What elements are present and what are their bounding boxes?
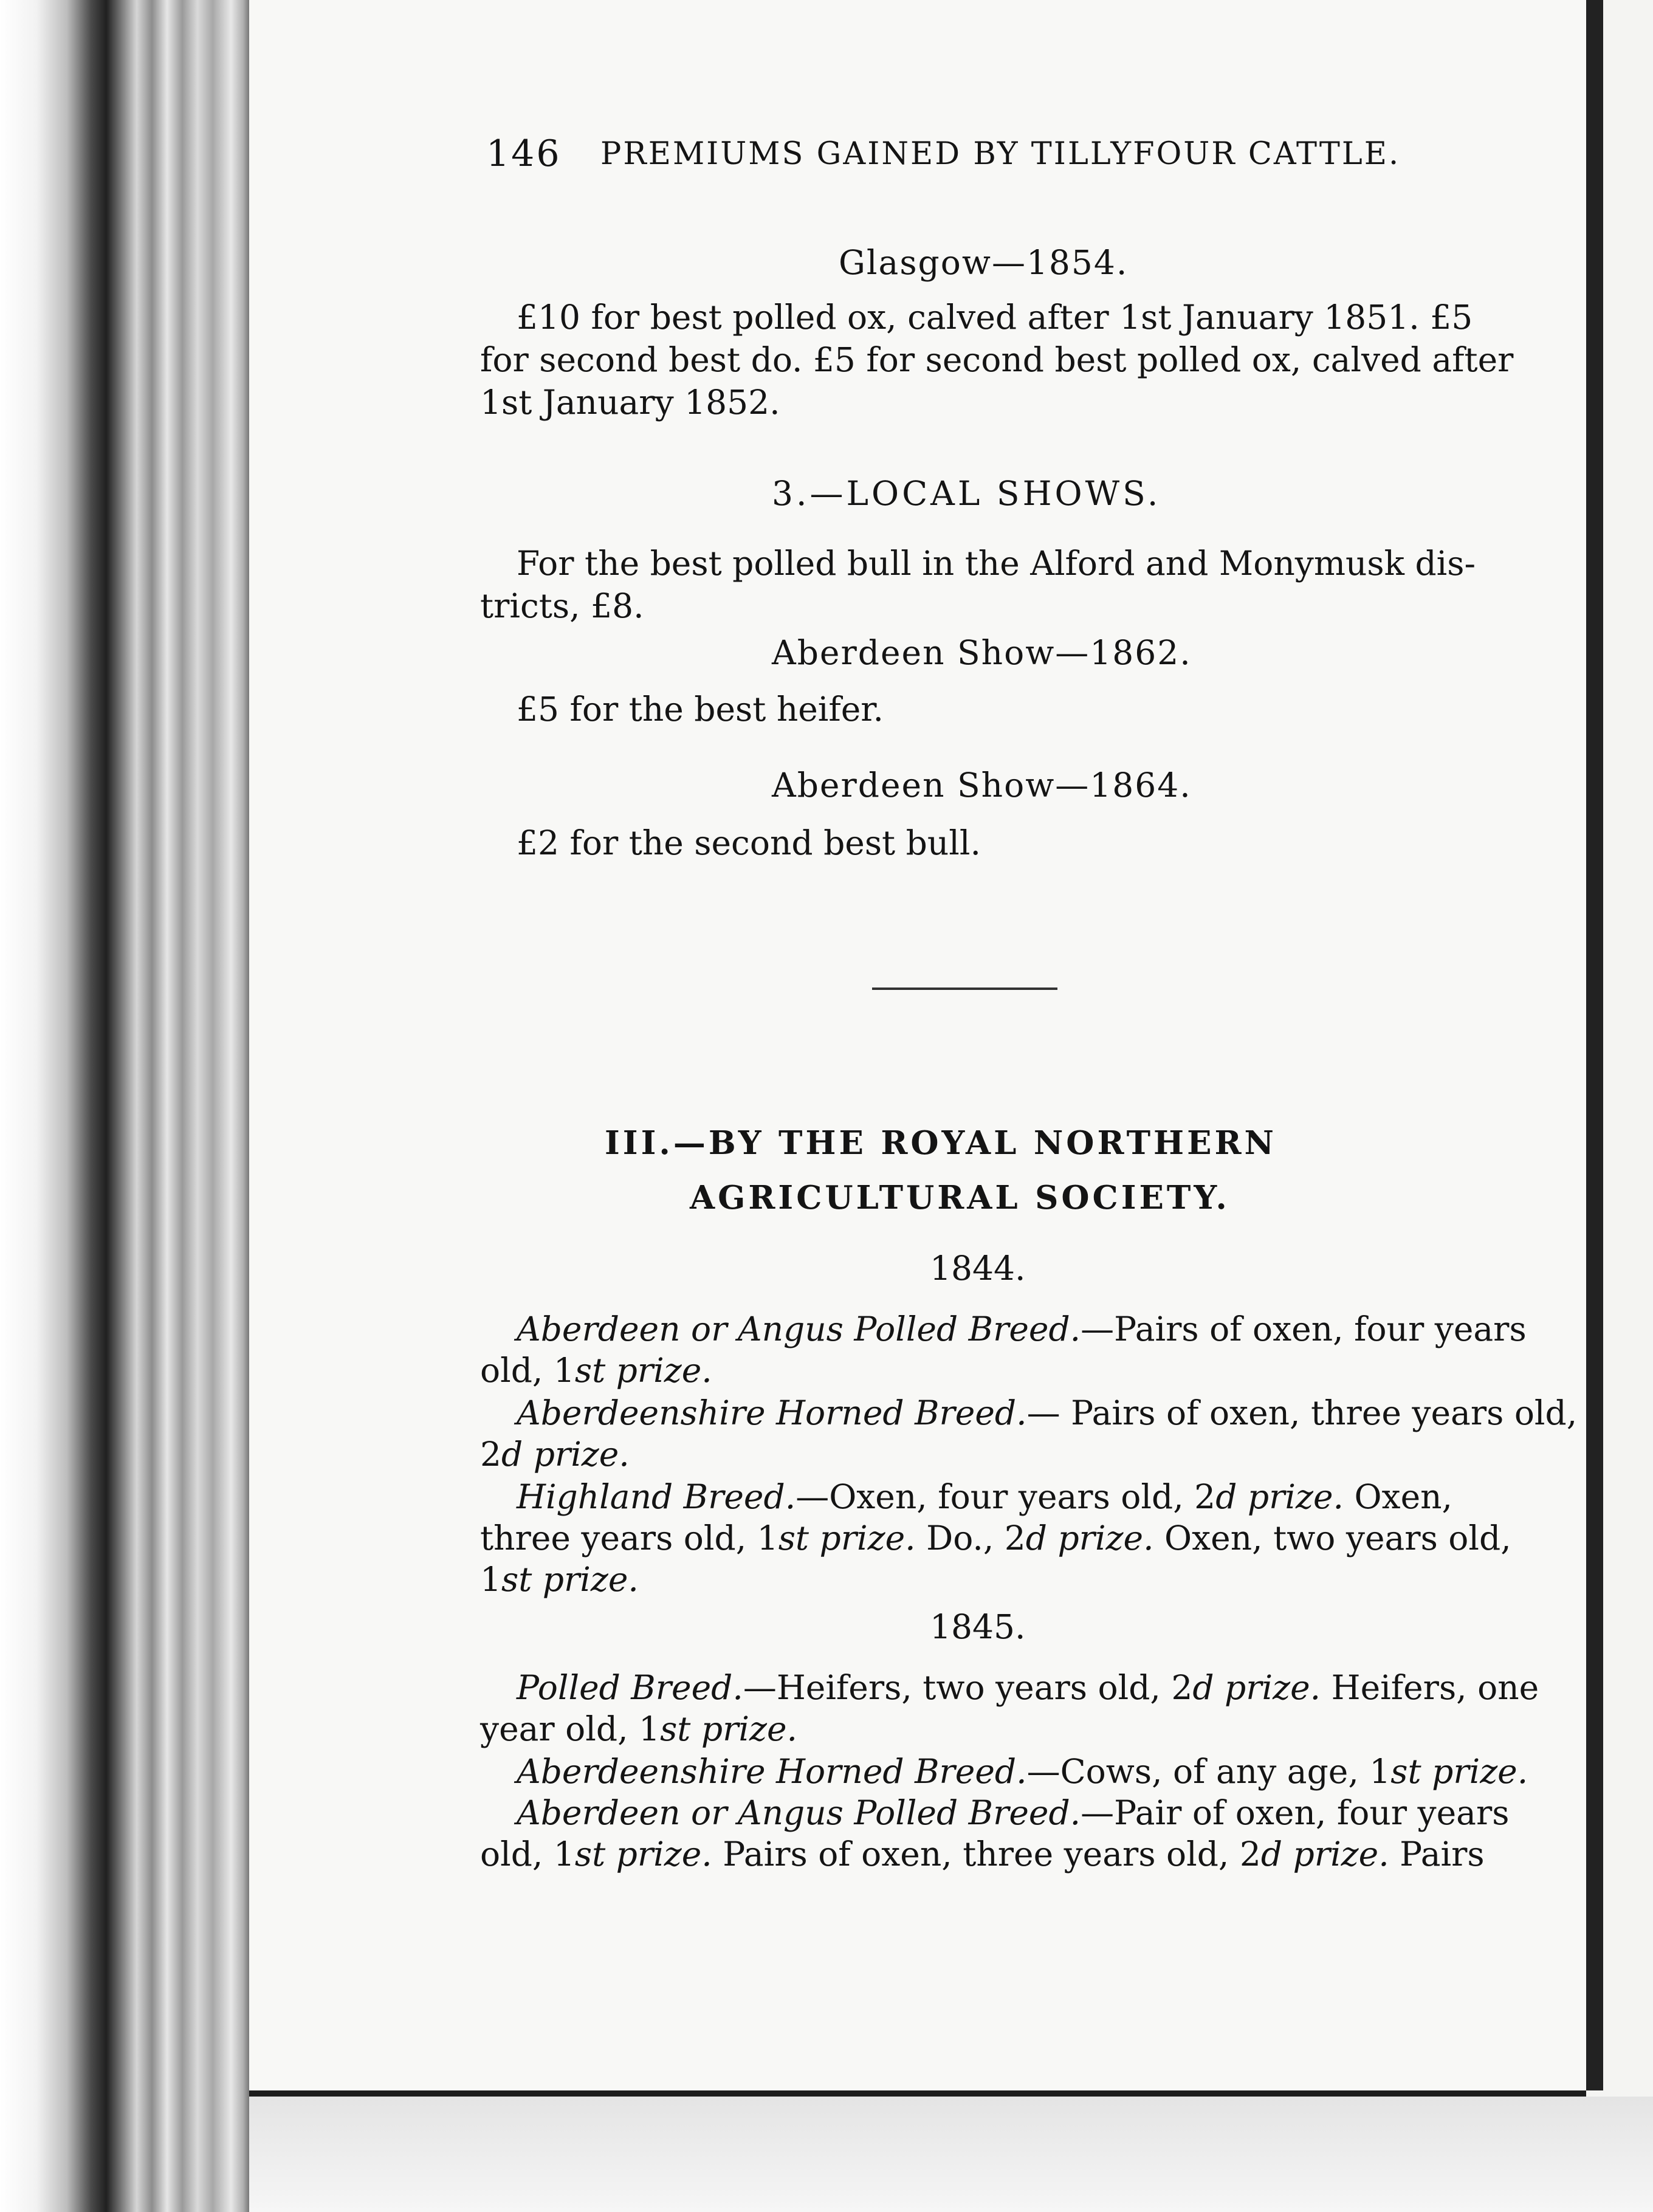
entry-1844-highland-line-1: Highland Breed.—Oxen, four years old, 2d prize. Oxen, (517, 1477, 1453, 1516)
page-right-edge (1586, 0, 1603, 2090)
breed-name: Polled Breed. (517, 1668, 743, 1707)
entry-1845-angus-line-2: old, 1st prize. Pairs of oxen, three years old, 2d prize. Pairs (480, 1835, 1485, 1874)
entry-1845-polled-line-1: Polled Breed.—Heifers, two years old, 2d prize. Heifers, one (517, 1668, 1539, 1707)
running-title: PREMIUMS GAINED BY TILLYFOUR CATTLE. (600, 136, 1401, 172)
local-shows-heading: 3.—LOCAL SHOWS. (772, 474, 1161, 513)
year-1844-heading: 1844. (930, 1249, 1026, 1288)
section-divider-rule (872, 987, 1057, 990)
aberdeen-show-1864-text: £2 for the second best bull. (517, 823, 981, 862)
entry-1844-angus-line-1: Aberdeen or Angus Polled Breed.—Pairs of oxen, four years (517, 1310, 1527, 1348)
breed-name: Highland Breed. (517, 1477, 796, 1516)
aberdeen-show-1862-heading: Aberdeen Show—1862. (772, 633, 1192, 672)
breed-name: Aberdeen or Angus Polled Breed. (517, 1310, 1081, 1348)
entry-1845-polled-line-2: year old, 1st prize. (480, 1709, 797, 1748)
glasgow-line-3: 1st January 1852. (480, 383, 780, 422)
aberdeen-show-1862-text: £5 for the best heifer. (517, 690, 884, 729)
entry-1844-angus-line-2: old, 1st prize. (480, 1351, 712, 1390)
book-gutter (0, 0, 249, 2212)
local-shows-line-2: tricts, £8. (480, 586, 644, 625)
glasgow-line-2: for second best do. £5 for second best polled ox, calved after (480, 340, 1514, 379)
breed-name: Aberdeenshire Horned Breed. (517, 1393, 1027, 1432)
entry-1844-horned-line-1: Aberdeenshire Horned Breed.— Pairs of oxen, three years old, (517, 1393, 1578, 1432)
page-bottom-margin (249, 2097, 1653, 2212)
breed-name: Aberdeenshire Horned Breed. (517, 1752, 1027, 1791)
entry-1844-highland-line-2: three years old, 1st prize. Do., 2d prize. Oxen, two years old, (480, 1519, 1511, 1558)
entry-1845-angus-line-1: Aberdeen or Angus Polled Breed.—Pair of oxen, four years (517, 1793, 1510, 1832)
glasgow-heading: Glasgow—1854. (839, 243, 1129, 282)
year-1845-heading: 1845. (930, 1607, 1026, 1646)
royal-northern-heading-line-1: III.—BY THE ROYAL NORTHERN (605, 1124, 1277, 1162)
page-number: 146 (486, 132, 562, 175)
entry-1844-highland-line-3: 1st prize. (480, 1560, 639, 1599)
entry-1845-horned-line-1: Aberdeenshire Horned Breed.—Cows, of any age, 1st prize. (517, 1752, 1528, 1791)
royal-northern-heading-line-2: AGRICULTURAL SOCIETY. (690, 1179, 1230, 1217)
breed-name: Aberdeen or Angus Polled Breed. (517, 1793, 1081, 1832)
glasgow-line-1: £10 for best polled ox, calved after 1st January 1851. £5 (517, 298, 1473, 337)
running-header (486, 132, 1401, 175)
local-shows-line-1: For the best polled bull in the Alford and Monymusk dis- (517, 544, 1476, 583)
entry-1844-horned-line-2: 2d prize. (480, 1435, 630, 1474)
aberdeen-show-1864-heading: Aberdeen Show—1864. (772, 766, 1192, 805)
